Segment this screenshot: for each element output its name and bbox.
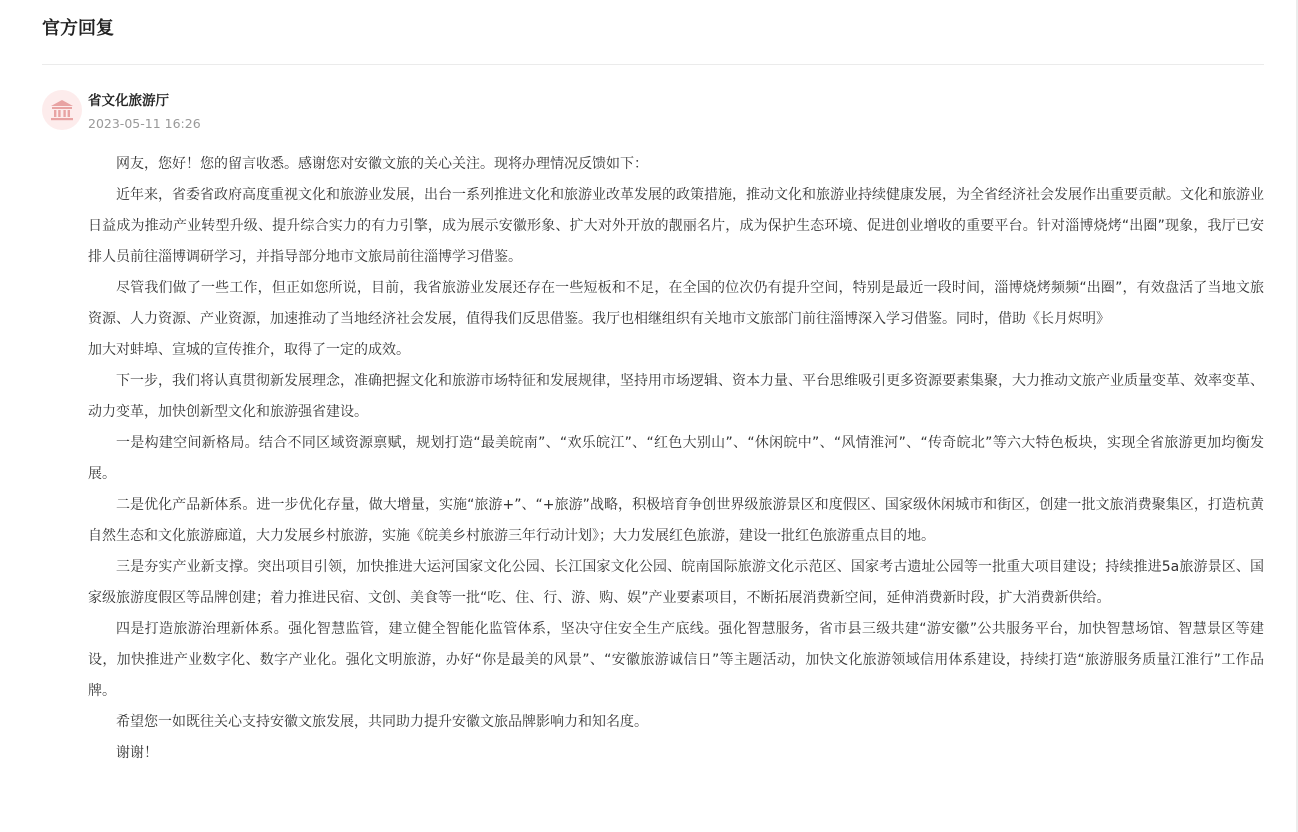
reply-paragraph: 一是构建空间新格局。结合不同区域资源禀赋，规划打造“最美皖南”、“欢乐皖江”、“红色大别山”、“休闲皖中”、“风情淮河”、“传奇皖北”等六大特色板块，实现全省旅游更加均衡发展。 (88, 435, 1264, 482)
reply-content (88, 149, 1264, 769)
reply-paragraph: 近年来，省委省政府高度重视文化和旅游业发展，出台一系列推进文化和旅游业改革发展的政策措施，推动文化和旅游业持续健康发展，为全省经济社会发展作出重要贡献。文化和旅游业日益成为推动产业转型升级、提升综合实力的有力引擎，成为展示安徽形象、扩大对外开放的靓丽名片，成为保护生态环境、促进创业增收的重要平台。针对淄博烧烤“出圈”现象，我厅已安排人员前往淄博调研学习，并指导部分地市文旅局前往淄博学习借鉴。 (88, 187, 1264, 265)
reply-paragraph: 二是优化产品新体系。进一步优化存量，做大增量，实施“旅游+”、“+旅游”战略，积极培育争创世界级旅游景区和度假区、国家级休闲城市和街区，创建一批文旅消费聚集区，打造杭黄自然生态和文化旅游廊道，大力发展乡村旅游，实施《皖美乡村旅游三年行动计划》；大力发展红色旅游，建设一批红色旅游重点目的地。 (88, 497, 1264, 544)
reply-timestamp: 2023-05-11 16:26 (88, 116, 201, 131)
reply-paragraph: 加大对蚌埠、宣城的宣传推介，取得了一定的成效。 (88, 342, 410, 358)
divider (42, 64, 1264, 65)
avatar (42, 90, 82, 130)
reply-paragraph: 四是打造旅游治理新体系。强化智慧监管，建立健全智能化监管体系，坚决守住安全生产底线。强化智慧服务，省市县三级共建“游安徽”公共服务平台，加快智慧场馆、智慧景区等建设，加快推进产业数字化、数字产业化。强化文明旅游，办好“你是最美的风景”、“安徽旅游诚信日”等主题活动，加快文化旅游领域信用体系建设，持续打造“旅游服务质量江淮行”工作品牌。 (88, 621, 1264, 699)
reply-paragraph: 三是夯实产业新支撑。突出项目引领，加快推进大运河国家文化公园、长江国家文化公园、皖南国际旅游文化示范区、国家考古遗址公园等一批重大项目建设；持续推进5a旅游景区、国家级旅游度假区等品牌创建；着力推进民宿、文创、美食等一批“吃、住、行、游、购、娱”产业要素项目，不断拓展消费新空间，延伸消费新时段，扩大消费新供给。 (88, 559, 1264, 606)
page-title: 官方回复 (42, 18, 114, 39)
reply-paragraph: 尽管我们做了一些工作，但正如您所说，目前，我省旅游业发展还存在一些短板和不足，在全国的位次仍有提升空间，特别是最近一段时间，淄博烧烤频频“出圈”，有效盘活了当地文旅资源、人力资源、产业资源，加速推动了当地经济社会发展，值得我们反思借鉴。我厅也相继组织有关地市文旅部门前往淄博深入学习借鉴。同时，借助《长月烬明》 (88, 280, 1264, 327)
reply-paragraph: 希望您一如既往关心支持安徽文旅发展，共同助力提升安徽文旅品牌影响力和知名度。 (116, 714, 648, 730)
author-name: 省文化旅游厅 (88, 93, 169, 109)
government-building-icon (50, 99, 74, 121)
reply-paragraph: 谢谢！ (116, 745, 158, 761)
reply-paragraph: 下一步，我们将认真贯彻新发展理念，准确把握文化和旅游市场特征和发展规律，坚持用市场逻辑、资本力量、平台思维吸引更多资源要素集聚，大力推动文旅产业质量变革、效率变革、动力变革，加快创新型文化和旅游强省建设。 (88, 373, 1264, 420)
reply-paragraph: 网友，您好！您的留言收悉。感谢您对安徽文旅的关心关注。现将办理情况反馈如下： (116, 156, 648, 172)
